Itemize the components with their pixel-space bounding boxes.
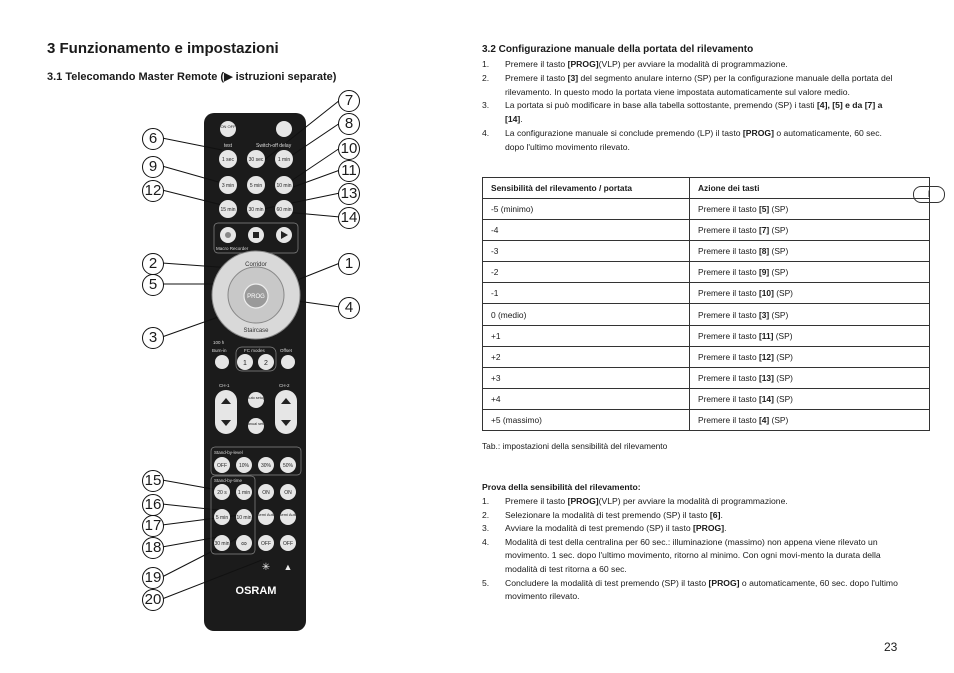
svg-text:10 min: 10 min xyxy=(236,515,252,521)
svg-text:3 min: 3 min xyxy=(221,183,235,189)
step-number: 2. xyxy=(482,72,490,83)
svg-text:Offset: Offset xyxy=(280,348,292,353)
svg-text:Auto setup: Auto setup xyxy=(246,396,266,400)
svg-text:OFF: OFF xyxy=(217,463,227,469)
step-text: Avviare la modalità di test premendo (SP) il tasto [PROG]. xyxy=(505,523,727,534)
action-cell: Premere il tasto [3] (SP) xyxy=(690,304,930,325)
action-cell: Premere il tasto [12] (SP) xyxy=(690,346,930,367)
svg-text:50%: 50% xyxy=(282,463,294,469)
svg-text:Semi Auto: Semi Auto xyxy=(256,512,276,517)
step-text: Premere il tasto [PROG](VLP) per avviare la modalità di programmazione. xyxy=(505,496,788,506)
svg-text:∞: ∞ xyxy=(241,539,247,548)
config-step-1 xyxy=(482,58,900,72)
callout-4: 4 xyxy=(338,297,360,319)
test-step-1 xyxy=(482,495,900,509)
action-cell: Premere il tasto [5] (SP) xyxy=(690,199,930,220)
table-row xyxy=(483,367,930,388)
table-row xyxy=(483,388,930,409)
svg-text:Stand-by-time: Stand-by-time xyxy=(214,478,243,483)
sensitivity-cell: +4 xyxy=(483,388,690,409)
svg-text:100 h: 100 h xyxy=(213,340,225,345)
table-row xyxy=(483,241,930,262)
action-cell: Premere il tasto [14] (SP) xyxy=(690,388,930,409)
callout-19: 19 xyxy=(142,567,164,589)
callout-2: 2 xyxy=(142,253,164,275)
table-header: Azione dei tasti xyxy=(690,178,930,199)
config-step-2 xyxy=(482,72,900,100)
svg-text:Stand-by-level: Stand-by-level xyxy=(214,450,243,455)
svg-text:5 min: 5 min xyxy=(249,183,263,189)
svg-text:Manual setup: Manual setup xyxy=(244,422,268,426)
action-cell: Premere il tasto [10] (SP) xyxy=(690,283,930,304)
svg-text:Macro Recorder: Macro Recorder xyxy=(216,246,249,251)
sensitivity-cell: -1 xyxy=(483,283,690,304)
section-heading: 3 Funzionamento e impostazioni xyxy=(47,40,279,57)
svg-text:Staircase: Staircase xyxy=(243,328,269,334)
sensitivity-cell: -4 xyxy=(483,220,690,241)
step-text: La portata si può modificare in base alla tabella sottostante, premendo (SP) i tasti [4], [5] e da [7] a [14]. xyxy=(505,100,883,125)
callout-17: 17 xyxy=(142,515,164,537)
action-cell: Premere il tasto [11] (SP) xyxy=(690,325,930,346)
svg-text:OFF: OFF xyxy=(283,541,293,547)
section-3-2-heading: 3.2 Configurazione manuale della portata del rilevamento xyxy=(482,44,754,55)
sensitivity-cell: 0 (medio) xyxy=(483,304,690,325)
svg-text:5 min: 5 min xyxy=(215,515,229,521)
lamp-icon: ▲ xyxy=(283,562,293,572)
step-text: Modalità di test della centralina per 60 sec.: illuminazione (massimo) non appena viene rilevato un movimento. 1 sec. dopo l'ultimo movimento, ritorno al minimo. Con ogni movi-mento la durata della modalità di test ritorna a 60 sec. xyxy=(505,536,881,574)
svg-text:ON OFF: ON OFF xyxy=(220,124,236,129)
table-caption: Tab.: impostazioni della sensibilità del rilevamento xyxy=(482,441,668,451)
table-row xyxy=(483,283,930,304)
svg-text:15 min: 15 min xyxy=(220,207,236,213)
step-text: La configurazione manuale si conclude premendo (LP) il tasto [PROG] o automaticamente, 60 sec. dopo l'ultimo movimento rilevato. xyxy=(505,127,882,152)
callout-5: 5 xyxy=(142,274,164,296)
callout-12: 12 xyxy=(142,180,164,202)
sun-icon: ✳ xyxy=(261,562,271,573)
callout-18: 18 xyxy=(142,537,164,559)
step-number: 3. xyxy=(482,100,490,111)
sensitivity-table xyxy=(482,177,930,431)
sensitivity-cell: -2 xyxy=(483,262,690,283)
svg-text:Corridor: Corridor xyxy=(245,262,267,268)
svg-text:Switch-off delay: Switch-off delay xyxy=(256,143,292,149)
svg-text:ON: ON xyxy=(262,490,270,496)
action-cell: Premere il tasto [9] (SP) xyxy=(690,262,930,283)
svg-text:CH-2: CH-2 xyxy=(279,383,290,388)
table-row xyxy=(483,304,930,325)
sensitivity-cell: +2 xyxy=(483,346,690,367)
table-row xyxy=(483,220,930,241)
step-text: Premere il tasto [3] del segmento anulare interno (SP) per la configurazione manuale della portata del rilevamento. In questo modo la portata viene impostata automaticamente sul valore medio. xyxy=(505,72,893,97)
test-step-3 xyxy=(482,522,900,536)
step-number: 2. xyxy=(482,509,490,520)
svg-text:test: test xyxy=(223,143,233,149)
svg-text:30%: 30% xyxy=(260,463,272,469)
svg-text:10%: 10% xyxy=(238,463,250,469)
svg-text:CH-1: CH-1 xyxy=(219,383,230,388)
config-step-3 xyxy=(482,99,900,127)
config-steps xyxy=(482,58,900,155)
svg-text:PROG: PROG xyxy=(247,294,265,300)
svg-text:30 sec: 30 sec xyxy=(248,157,264,163)
svg-text:2: 2 xyxy=(264,360,268,367)
table-row xyxy=(483,346,930,367)
step-number: 1. xyxy=(482,496,490,506)
table-row xyxy=(483,409,930,430)
callout-15: 15 xyxy=(142,470,164,492)
action-cell: Premere il tasto [7] (SP) xyxy=(690,220,930,241)
callout-20: 20 xyxy=(142,589,164,611)
page-number: 23 xyxy=(884,640,898,654)
language-tab-badge: I xyxy=(913,186,945,203)
callout-11: 11 xyxy=(338,160,360,182)
callout-16: 16 xyxy=(142,494,164,516)
sensitivity-cell: -3 xyxy=(483,241,690,262)
step-text: Premere il tasto [PROG](VLP) per avviare la modalità di programmazione. xyxy=(505,59,788,69)
table-row xyxy=(483,262,930,283)
step-text: Selezionare la modalità di test premendo (SP) il tasto [6]. xyxy=(505,509,723,520)
table-row xyxy=(483,199,930,220)
test-step-4 xyxy=(482,536,900,577)
svg-text:Burn-in: Burn-in xyxy=(212,348,227,353)
svg-text:1 sec: 1 sec xyxy=(222,157,234,163)
test-step-2 xyxy=(482,509,900,523)
svg-text:1 min: 1 min xyxy=(277,157,291,163)
svg-text:20 s: 20 s xyxy=(217,490,227,496)
table-row xyxy=(483,325,930,346)
test-step-5 xyxy=(482,577,900,604)
sensitivity-cell: +3 xyxy=(483,367,690,388)
step-text: Concludere la modalità di test premendo (SP) il tasto [PROG] o automaticamente, 60 sec. dopo l'ultimo movimento rilevato. xyxy=(505,577,898,602)
test-heading: Prova della sensibilità del rilevamento: xyxy=(482,482,641,492)
svg-text:10 min: 10 min xyxy=(276,183,292,189)
action-cell: Premere il tasto [8] (SP) xyxy=(690,241,930,262)
svg-text:FC modes: FC modes xyxy=(244,348,265,353)
subsection-heading: 3.1 Telecomando Master Remote (▶ istruzioni separate) xyxy=(47,71,337,83)
callout-1: 1 xyxy=(338,253,360,275)
step-number: 5. xyxy=(482,577,490,588)
callout-14: 14 xyxy=(338,207,360,229)
callout-13: 13 xyxy=(338,183,360,205)
callout-7: 7 xyxy=(338,90,360,112)
step-number: 3. xyxy=(482,523,490,534)
sensitivity-cell: -5 (minimo) xyxy=(483,199,690,220)
svg-text:30 min: 30 min xyxy=(248,207,264,213)
callout-10: 10 xyxy=(338,138,360,160)
svg-text:1 min: 1 min xyxy=(237,490,251,496)
brand-logo: OSRAM xyxy=(235,585,277,597)
svg-text:1: 1 xyxy=(243,360,247,367)
switch-button xyxy=(276,121,292,137)
callout-8: 8 xyxy=(338,113,360,135)
table-header: Sensibilità del rilevamento / portata xyxy=(483,178,690,199)
svg-text:Semi Auto: Semi Auto xyxy=(278,512,298,517)
config-step-4 xyxy=(482,127,900,155)
svg-text:ON: ON xyxy=(284,490,292,496)
step-number: 4. xyxy=(482,536,490,547)
action-cell: Premere il tasto [4] (SP) xyxy=(690,409,930,430)
step-number: 4. xyxy=(482,127,490,138)
sensitivity-cell: +1 xyxy=(483,325,690,346)
callout-9: 9 xyxy=(142,156,164,178)
sensitivity-cell: +5 (massimo) xyxy=(483,409,690,430)
svg-text:OFF: OFF xyxy=(261,541,271,547)
svg-text:60 min: 60 min xyxy=(276,207,292,213)
action-cell: Premere il tasto [13] (SP) xyxy=(690,367,930,388)
callout-3: 3 xyxy=(142,327,164,349)
step-number: 1. xyxy=(482,59,490,69)
svg-text:30 min: 30 min xyxy=(214,541,230,547)
test-steps xyxy=(482,495,900,604)
callout-6: 6 xyxy=(142,128,164,150)
